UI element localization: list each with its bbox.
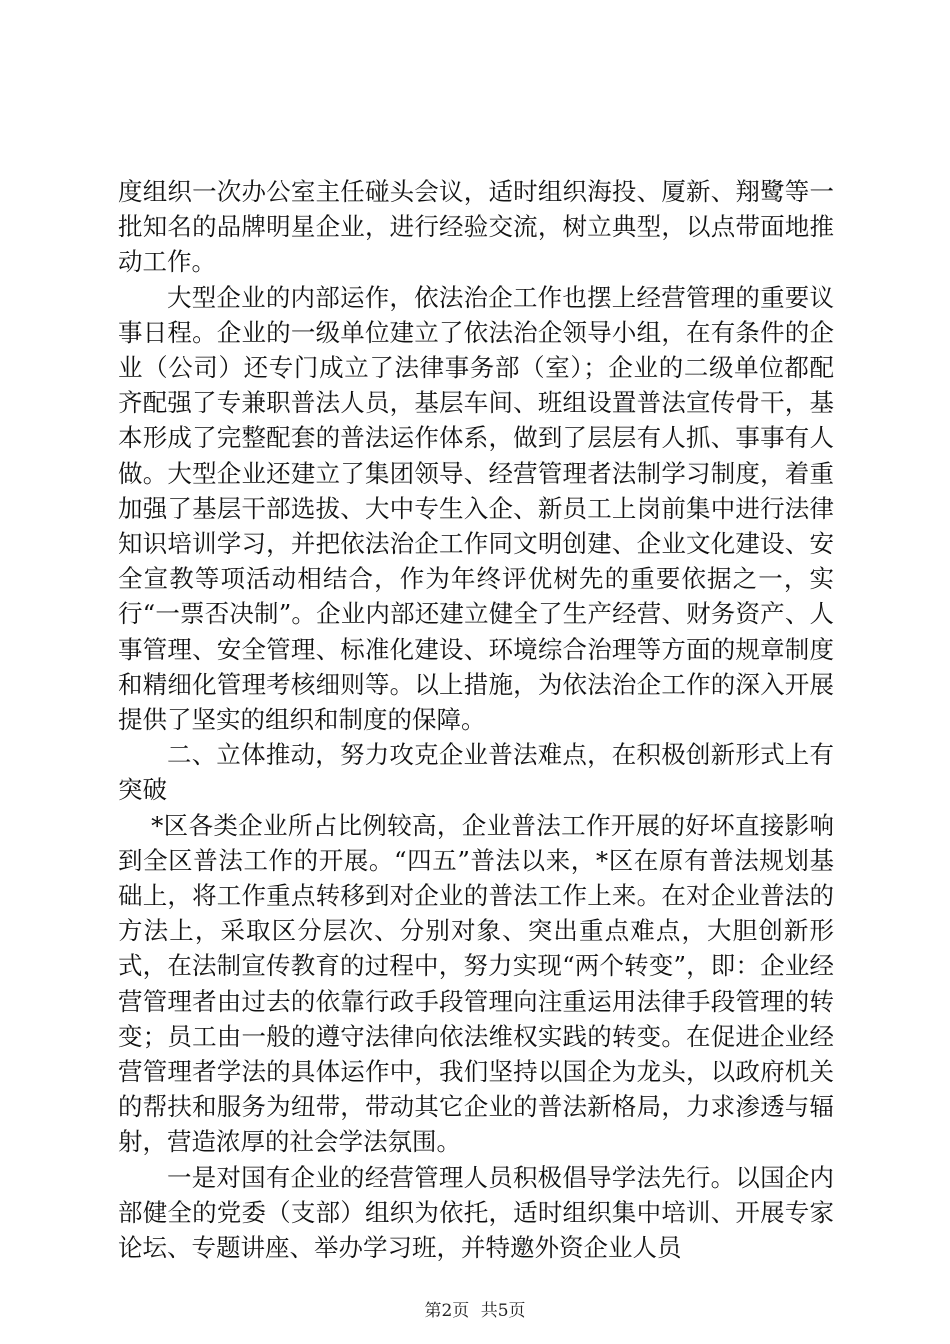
total-pages: 共5页 (480, 1301, 526, 1321)
paragraph-continuation: 度组织一次办公室主任碰头会议，适时组织海投、厦新、翔鹭等一批知名的品牌明星企业，进行经验交流，树立典型，以点带面地推动工作。 (118, 177, 834, 277)
section-heading-two: 二、立体推动，努力攻克企业普法难点，在积极创新形式上有突破 (118, 740, 834, 805)
page-number: 第2页 (424, 1301, 470, 1321)
paragraph-district-enterprises: *区各类企业所占比例较高，企业普法工作开展的好坏直接影响到全区普法工作的开展。“四五”普法以来，*区在原有普法规划基础上，将工作重点转移到对企业的普法工作上来。在对企业普法的方法上，采取区分层次、分别对象、突出重点难点，大胆创新形式，在法制宣传教育的过程中，努力实现“两个转变”，即：企业经营管理者由过去的依靠行政手段管理向注重运用法律手段管理的转变；员工由一般的遵守法律向依法维权实践的转变。在促进企业经营管理者学法的具体运作中，我们坚持以国企为龙头，以政府机关的帮扶和服务为纽带，带动其它企业的普法新格局，力求渗透与辐射，营造浓厚的社会学法氛围。 (118, 810, 834, 1157)
document-body (118, 174, 834, 1265)
paragraph-internal-operation: 大型企业的内部运作，依法治企工作也摆上经营管理的重要议事日程。企业的一级单位建立了依法治企领导小组，在有条件的企业（公司）还专门成立了法律事务部（室）；企业的二级单位都配齐配强了专兼职普法人员，基层车间、班组设置普法宣传骨干，基本形成了完整配套的普法运作体系，做到了层层有人抓、事事有人做。大型企业还建立了集团领导、经营管理者法制学习制度，着重加强了基层干部选拔、大中专生入企、新员工上岗前集中进行法律知识培训学习，并把依法治企工作同文明创建、企业文化建设、安全宣教等项活动相结合，作为年终评优树先的重要依据之一，实行“一票否决制”。企业内部还建立健全了生产经营、财务资产、人事管理、安全管理、标准化建设、环境综合治理等方面的规章制度和精细化管理考核细则等。以上措施，为依法治企工作的深入开展提供了坚实的组织和制度的保障。 (118, 282, 834, 735)
paragraph-point-one: 一是对国有企业的经营管理人员积极倡导学法先行。以国企内部健全的党委（支部）组织为依托，适时组织集中培训、开展专家论坛、专题讲座、举办学习班，并特邀外资企业人员 (118, 1162, 834, 1263)
page-footer (0, 1296, 950, 1321)
